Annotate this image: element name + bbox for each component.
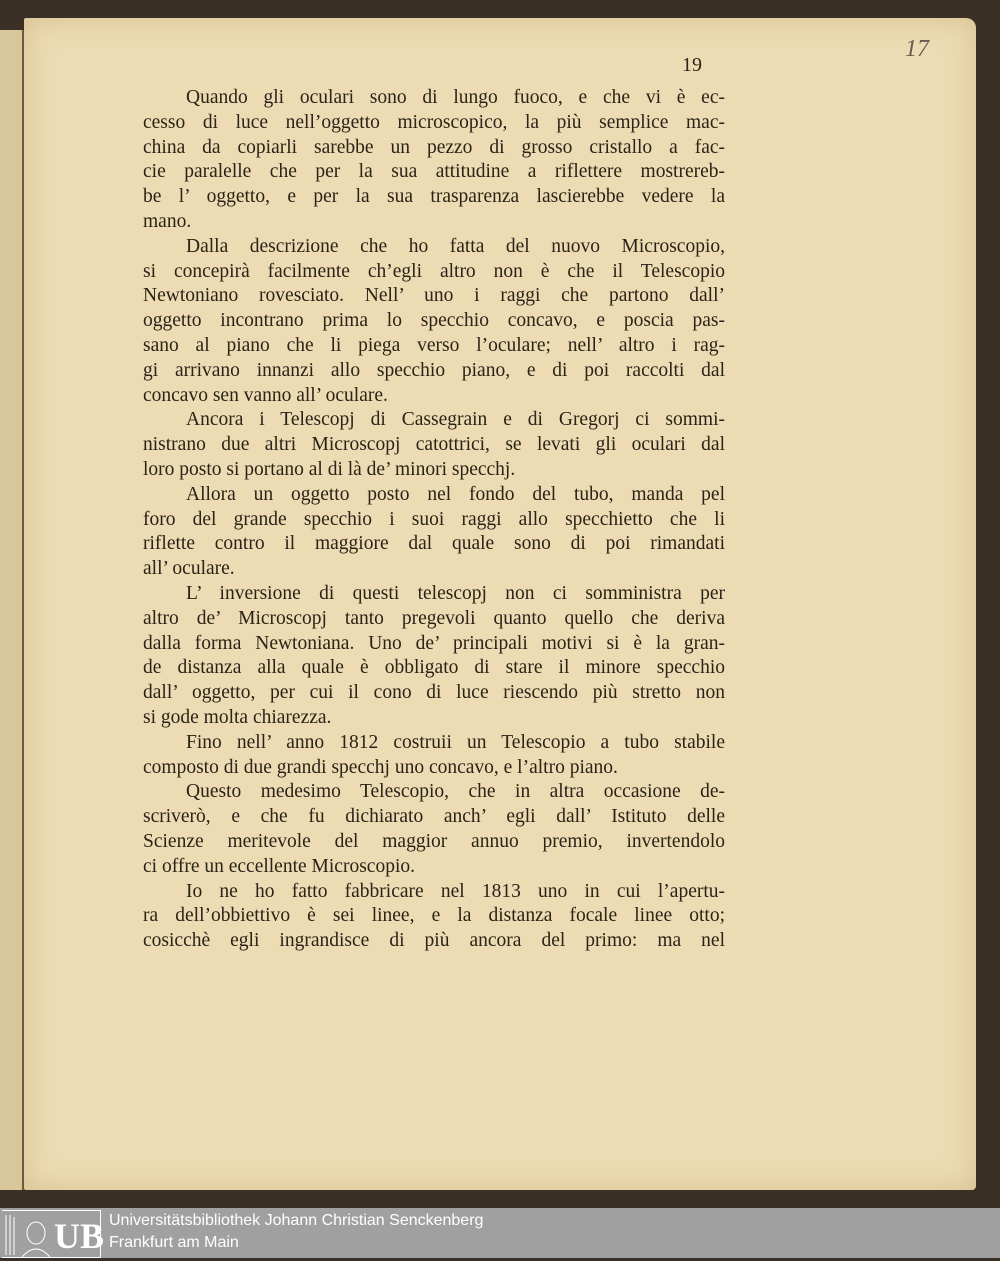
text-line: riflette contro il maggiore dal quale sono di poi rimandati [143, 533, 725, 555]
text-line: Ancora i Telescopj di Cassegrain e di Gregorj ci sommi- [186, 409, 725, 431]
library-logo [2, 1210, 105, 1258]
text-line: cie paralelle che per la sua attitudine a riflettere mostrereb- [143, 161, 725, 183]
text-line: sano al piano che li piega verso l’oculare; nell’ altro i rag- [143, 334, 725, 356]
text-line: altro de’ Microscopj tanto pregevoli quanto quello che deriva [143, 607, 725, 629]
text-line: dalla forma Newtoniana. Uno de’ principali motivi si è la gran- [143, 632, 725, 654]
text-line: ci offre un eccellente Microscopio. [143, 855, 415, 877]
logo-ub-text: UB [54, 1216, 105, 1256]
text-line: Questo medesimo Telescopio, che in altra occasione de- [186, 781, 725, 803]
text-line: composto di due grandi specchj uno concavo, e l’altro piano. [143, 756, 618, 778]
text-line: si gode molta chiarezza. [143, 706, 332, 728]
text-line: si concepirà facilmente ch’egli altro non è che il Telescopio [143, 260, 725, 282]
text-line: cosicchè egli ingrandisce di più ancora del primo: ma nel [143, 930, 725, 952]
text-line: de distanza alla quale è obbligato di stare il minore specchio [143, 657, 725, 679]
text-line: foro del grande specchio i suoi raggi allo specchietto che li [143, 508, 725, 530]
text-line: Newtoniano rovesciato. Nell’ uno i raggi che partono dall’ [143, 285, 725, 307]
library-city: Frankfurt am Main [109, 1234, 239, 1251]
text-line: gi arrivano innanzi allo specchio piano, e di poi raccolti dal [143, 359, 725, 381]
text-line: Fino nell’ anno 1812 costruii un Telescopio a tubo stabile [186, 731, 725, 753]
text-line: all’ oculare. [143, 558, 235, 580]
portrait-logo-icon [2, 1211, 52, 1257]
body-text [143, 86, 725, 954]
text-line: Dalla descrizione che ho fatta del nuovo Microscopio, [186, 235, 725, 257]
text-line: Io ne ho fatto fabbricare nel 1813 uno in cui l’apertu- [186, 880, 725, 902]
text-line: scriverò, e che fu dichiarato anch’ egli dall’ Istituto delle [143, 806, 725, 828]
facing-page-edge [0, 30, 24, 1190]
handwritten-folio-number: 17 [905, 36, 929, 62]
page-number: 19 [682, 54, 702, 76]
text-line: loro posto si portano al di là de’ minori specchj. [143, 458, 516, 480]
text-line: dall’ oggetto, per cui il cono di luce riescendo più stretto non [143, 682, 725, 704]
text-line: nistrano due altri Microscopj catottrici, se levati gli oculari dal [143, 434, 725, 456]
text-line: Quando gli oculari sono di lungo fuoco, e che vi è ec- [186, 87, 725, 108]
text-line: cesso di luce nell’oggetto microscopico, la più semplice mac- [143, 111, 725, 133]
text-line: Scienze meritevole del maggior annuo premio, invertendolo [143, 830, 725, 852]
text-line: china da copiarli sarebbe un pezzo di grosso cristallo a fac- [143, 136, 725, 158]
text-line: concavo sen vanno all’ oculare. [143, 384, 388, 406]
text-line: mano. [143, 210, 192, 232]
text-line: L’ inversione di questi telescopj non ci somministra per [186, 582, 725, 604]
text-line: ra dell’obbiettivo è sei linee, e la distanza focale linee otto; [143, 905, 725, 927]
text-line: Allora un oggetto posto nel fondo del tubo, manda pel [186, 483, 725, 505]
text-line: be l’ oggetto, e per la sua trasparenza lascierebbe vedere la [143, 186, 725, 208]
text-line: oggetto incontrano prima lo specchio concavo, e poscia pas- [143, 310, 725, 332]
library-footer [0, 1208, 1000, 1258]
library-name: Universitätsbibliothek Johann Christian Senckenberg [109, 1212, 484, 1229]
